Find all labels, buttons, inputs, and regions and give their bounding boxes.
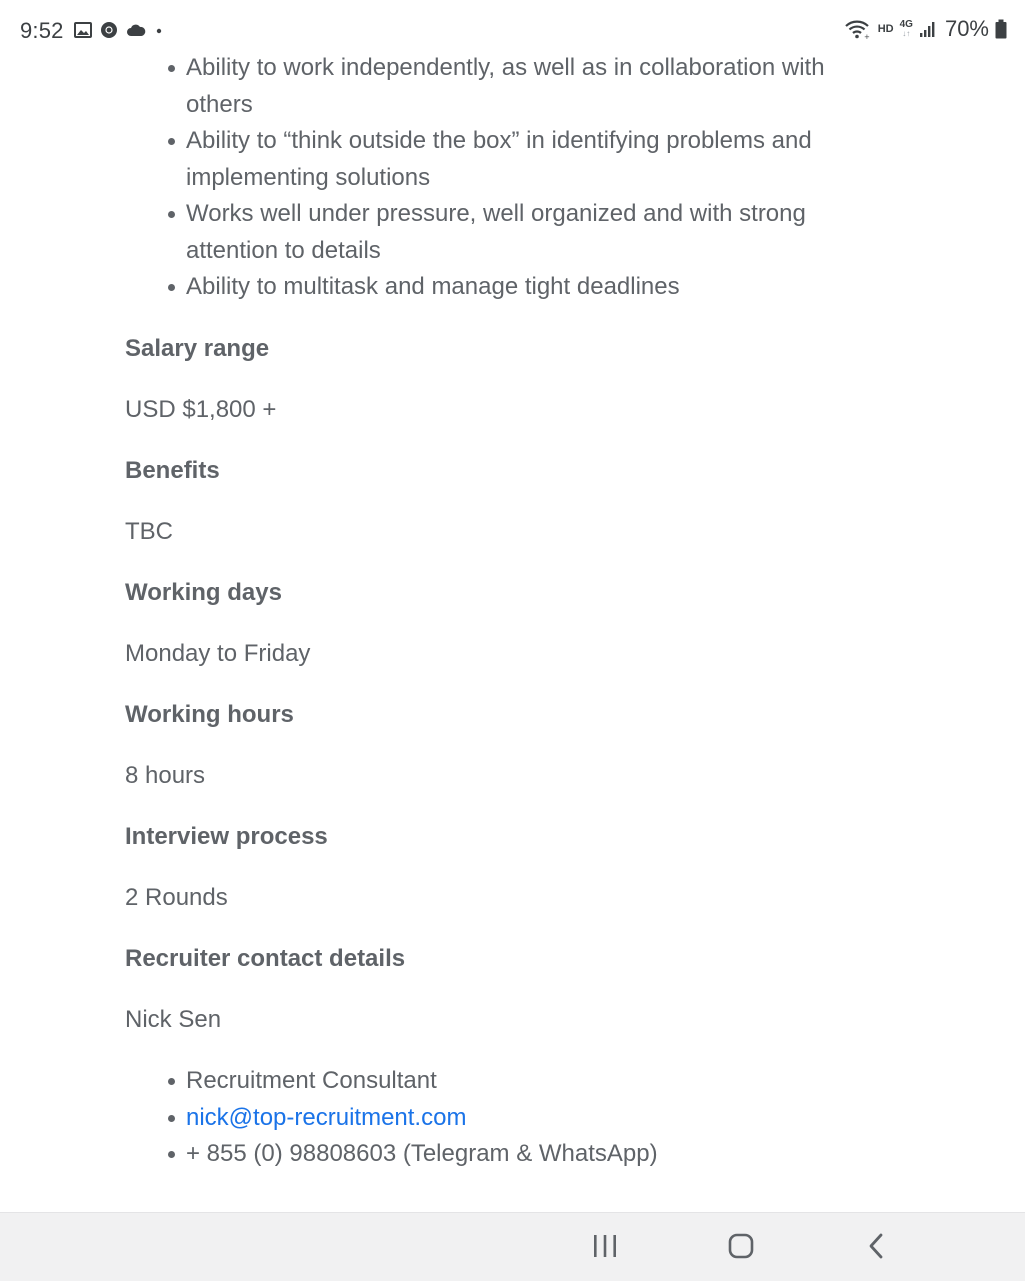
working-hours-heading: Working hours (125, 701, 294, 728)
contact-email-item (162, 1100, 862, 1137)
working-days-heading: Working days (125, 579, 282, 606)
benefits-heading: Benefits (125, 457, 220, 484)
qualifications-list (162, 50, 862, 306)
contact-role: Recruitment Consultant (162, 1063, 862, 1100)
home-icon (727, 1232, 755, 1265)
working-days-value: Monday to Friday (125, 640, 311, 667)
recruiter-heading: Recruiter contact details (125, 945, 406, 972)
home-button[interactable] (721, 1231, 761, 1265)
salary-heading: Salary range (125, 335, 270, 362)
recruiter-name: Nick Sen (125, 1006, 222, 1033)
hd-label: HD (877, 23, 894, 35)
interview-heading: Interview process (125, 823, 328, 850)
list-item: Works well under pressure, well organized and with strong attention to details (162, 196, 862, 269)
contact-list (162, 1063, 862, 1173)
network-arrows: ↓↑ (902, 29, 911, 38)
working-hours-value: 8 hours (125, 762, 206, 789)
contact-phone: + 855 (0) 98808603 (Telegram & WhatsApp) (162, 1136, 862, 1173)
network-type-label: 4G (899, 19, 913, 30)
status-time: 9:52 (20, 18, 64, 43)
svg-text:+: + (863, 33, 870, 40)
salary-value: USD $1,800 + (125, 396, 277, 423)
benefits-value: TBC (125, 518, 173, 545)
interview-value: 2 Rounds (125, 884, 228, 911)
list-item: Ability to work independently, as well as in collaboration with others (162, 50, 862, 123)
email-link[interactable]: nick@top-recruitment.com (186, 1103, 467, 1131)
list-item: Ability to multitask and manage tight deadlines (162, 269, 862, 306)
list-item: Ability to “think outside the box” in identifying problems and implementing solutions (162, 123, 862, 196)
recents-icon (592, 1233, 618, 1264)
battery-percent: 70% (944, 16, 989, 41)
back-button[interactable] (857, 1231, 897, 1265)
recents-button[interactable] (585, 1231, 625, 1265)
back-icon (866, 1232, 888, 1265)
navigation-bar (0, 1212, 1025, 1281)
